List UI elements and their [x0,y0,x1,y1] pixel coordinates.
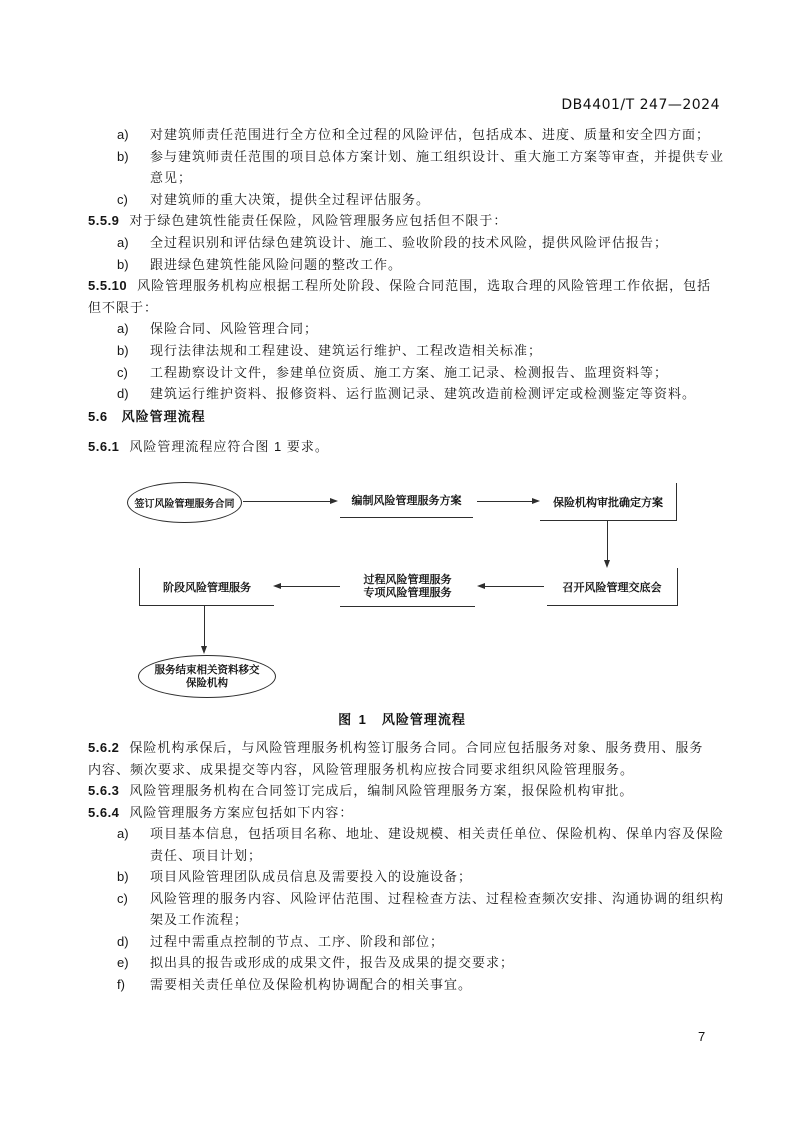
list-item-continuation [88,845,728,867]
figure-caption [97,709,707,728]
body-text-upper [88,124,728,405]
arrow-right-icon [330,498,338,504]
list-item [88,254,728,276]
list-letter: a) [117,127,129,142]
list-letter: f) [117,976,125,992]
list-item [88,823,728,845]
list-item [88,146,728,168]
list-letter: b) [117,869,129,884]
flow-node-stage: 阶段风险管理服务 [139,568,274,606]
clause-text: 保险机构承保后，与风险管理服务机构签订服务合同。合同应包括服务对象、服务费用、服务 [129,740,704,755]
clause-number: 5.6.4 [88,804,120,820]
list-text: 架及工作流程； [150,912,249,927]
clause-line [88,210,728,232]
flow-node-process-line2: 专项风险管理服务 [363,587,452,599]
clause-line [88,780,728,802]
list-letter: b) [117,256,129,272]
list-item [88,124,728,146]
list-item [88,232,728,254]
flow-node-meeting: 召开风险管理交底会 [547,568,678,606]
list-item-continuation [88,909,728,931]
list-item [88,189,728,211]
clause-text: 对于绿色建筑性能责任保险，风险管理服务应包括但不限于： [129,213,508,229]
flow-node-end [138,655,276,698]
arrow-left-icon [477,583,485,589]
flow-arrow-line [280,586,340,587]
list-text: 对建筑师的重大决策，提供全过程评估服务。 [150,191,431,207]
clause-number: 5.6.2 [88,740,120,755]
flow-node-approve: 保险机构审批确定方案 [540,483,677,521]
flow-arrow-line [243,501,331,502]
clause-text: 风险管理流程应符合图 1 要求。 [129,439,329,454]
list-item [88,931,728,953]
list-text: 责任、项目计划； [150,847,263,863]
flow-node-end-line2: 保险机构 [186,676,228,689]
flow-arrow-line [484,586,544,587]
flow-arrow-line [477,501,533,502]
list-letter: c) [117,191,128,207]
arrow-left-icon [273,583,281,589]
list-item [88,362,728,384]
clause-number: 5.6.3 [88,783,120,798]
list-text: 项目风险管理团队成员信息及需要投入的设施设备； [150,869,473,884]
clause-text: 风险管理服务机构应根据工程所处阶段、保险合同范围，选取合理的风险管理工作依据，包括 [137,278,712,294]
list-text: 全过程识别和评估绿色建筑设计、施工、验收阶段的技术风险，提供风险评估报告； [150,234,669,250]
list-letter: b) [117,342,129,358]
clause-text: 但不限于： [88,299,159,315]
figure-caption-label: 图 1 [338,712,368,727]
list-letter: c) [117,890,128,906]
clause-number: 5.5.9 [88,213,120,229]
list-item [88,888,728,910]
list-letter: a) [117,826,129,841]
list-item [88,866,728,888]
list-text: 保险合同、风险管理合同； [150,321,319,337]
body-text-lower [88,737,728,995]
list-text: 意见； [150,170,193,186]
list-text: 风险管理的服务内容、风险评估范围、过程检查方法、过程检查频次安排、沟通协调的组织构 [150,890,725,906]
clause-line [88,802,728,824]
list-text: 项目基本信息，包括项目名称、地址、建设规模、相关责任单位、保险机构、保单内容及保险 [150,826,725,841]
section-heading [88,406,206,425]
list-text: 拟出具的报告或形成的成果文件，报告及成果的提交要求； [150,955,515,970]
section-number: 5.6 [88,409,108,424]
arrow-down-icon [201,646,207,654]
list-letter: e) [117,955,129,970]
list-text: 建筑运行维护资料、报修资料、运行监测记录、建筑改造前检测评定或检测鉴定等资料。 [150,386,697,402]
flow-node-plan: 编制风险管理服务方案 [340,483,473,518]
list-text: 工程勘察设计文件，参建单位资质、施工方案、施工记录、检测报告、监理资料等； [150,364,669,380]
list-letter: a) [117,321,129,337]
list-text: 跟进绿色建筑性能风险问题的整改工作。 [150,256,403,272]
arrow-down-icon [604,560,610,568]
flow-node-start: 签订风险管理服务合同 [127,482,242,523]
clause-continuation [88,297,728,319]
flow-node-end-line1: 服务结束相关资料移交 [154,663,260,676]
flow-arrow-line [204,605,205,647]
clause-number: 5.6.1 [88,439,120,454]
clause-text: 风险管理服务方案应包括如下内容： [129,804,354,820]
clause-text: 内容、频次要求、成果提交等内容，风险管理服务机构应按合同要求组织风险管理服务。 [88,761,635,777]
list-item-continuation [88,167,728,189]
clause-text: 风险管理服务机构在合同签订完成后，编制风险管理服务方案，报保险机构审批。 [129,783,634,798]
clause-continuation [88,759,728,781]
arrow-right-icon [532,498,540,504]
list-letter: b) [117,148,129,164]
figure-caption-title: 风险管理流程 [381,712,466,727]
list-item [88,318,728,340]
list-item [88,383,728,405]
flow-node-process-line1: 过程风险管理服务 [363,573,452,586]
list-text: 现行法律法规和工程建设、建筑运行维护、工程改造相关标准； [150,342,543,358]
page-number: 7 [698,1029,706,1044]
list-text: 参与建筑师责任范围的项目总体方案计划、施工组织设计、重大施工方案等审查，并提供专业 [150,148,725,164]
flow-arrow-line [607,521,608,561]
standard-number-header: DB4401/T 247—2024 [561,97,720,113]
section-title: 风险管理流程 [121,409,206,424]
clause-line [88,436,329,455]
list-text: 需要相关责任单位及保险机构协调配合的相关事宜。 [150,976,473,992]
list-item [88,340,728,362]
list-letter: d) [117,933,129,949]
list-letter: a) [117,234,129,250]
clause-line [88,737,728,759]
list-item [88,952,728,974]
list-letter: c) [117,364,128,380]
clause-number: 5.5.10 [88,278,128,294]
list-text: 过程中需重点控制的节点、工序、阶段和部位； [150,933,445,949]
list-text: 对建筑师责任范围进行全方位和全过程的风险评估，包括成本、进度、质量和安全四方面； [150,127,711,142]
list-letter: d) [117,386,129,402]
clause-line [88,275,728,297]
flow-node-process [340,568,475,607]
list-item [88,974,728,996]
